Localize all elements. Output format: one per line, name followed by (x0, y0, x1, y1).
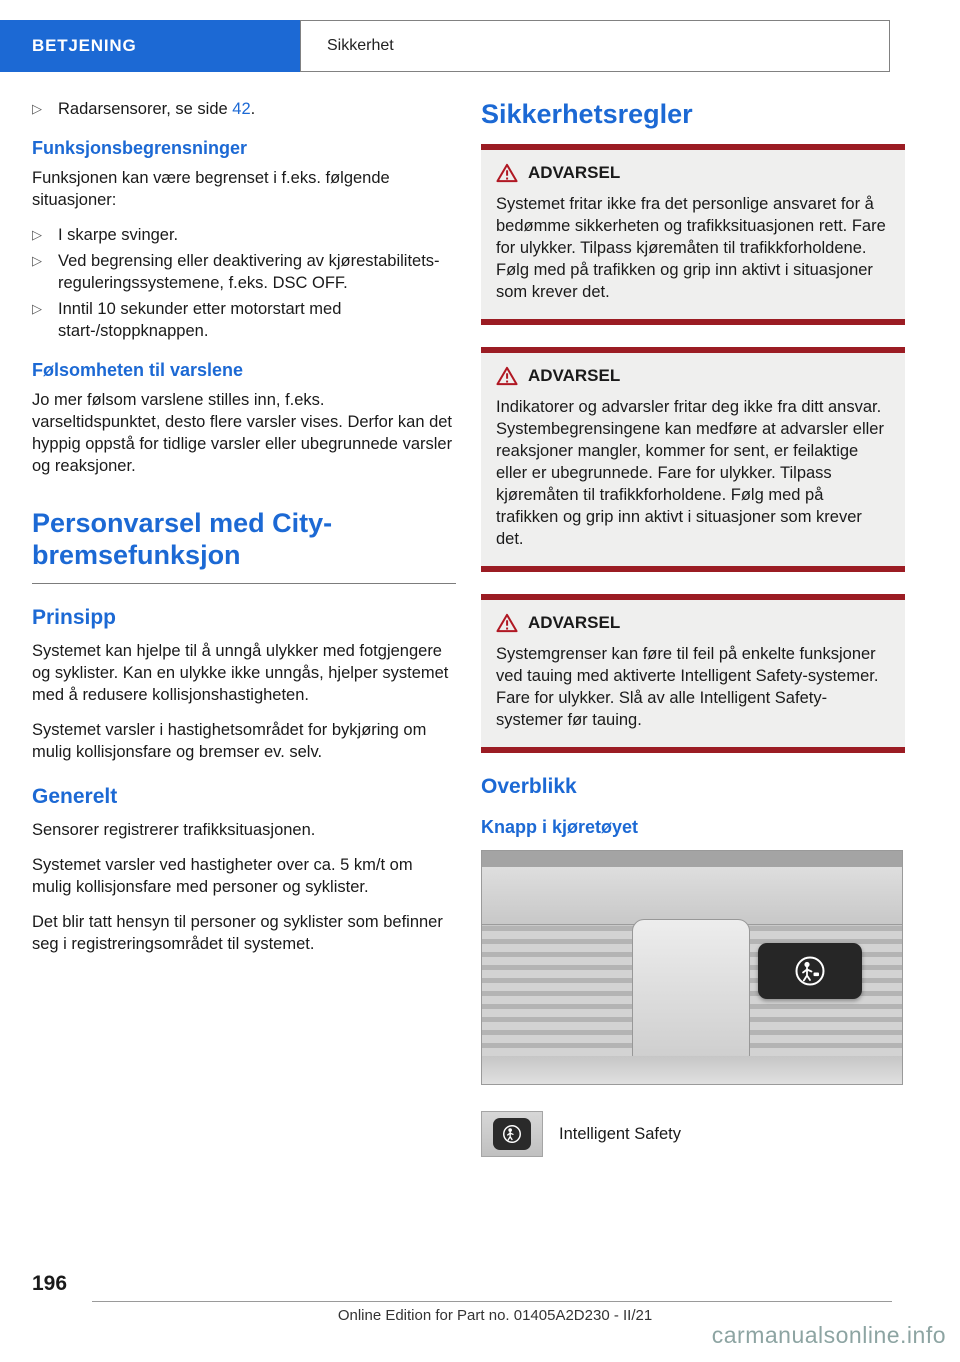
paragraph: Systemet varsler ved hastigheter over ca. 5 km/t om mulig kollisjonsfare med personer og syklister. (32, 856, 413, 896)
paragraph: Systemet varsler i hastighetsområdet for bykjøring om mulig kollisjonsfare og bremser ev. selv. (32, 721, 427, 761)
warning-box (481, 594, 905, 753)
warning-icon (496, 163, 518, 183)
content-columns (0, 72, 960, 1157)
triangle-bullet-icon: ▷ (32, 301, 42, 316)
warning-header (496, 163, 890, 183)
bullet-text: Inntil 10 sekunder etter motorstart med start-/stoppknappen. (58, 300, 342, 340)
paragraph: Funksjonen kan være begrenset i f.eks. følgende situasjoner: (32, 169, 390, 209)
list-item (32, 250, 456, 294)
left-column (32, 98, 456, 1157)
warning-title: ADVARSEL (528, 163, 621, 182)
bullet-text: Ved begrensing eller deaktivering av kjørestabilitets-reguleringssystemene, f.eks. DSC OFF. (58, 252, 440, 292)
watermark: carmanualsonline.info (711, 1322, 946, 1348)
chapter-box (300, 20, 890, 72)
list-item (32, 298, 456, 342)
warning-header (496, 366, 890, 386)
warning-text: Indikatorer og advarsler fritar deg ikke fra ditt ansvar. Systembegrensingene kan medføre at advarsler eller reaksjoner mangler, kommer for sent, er feilaktige eller er ubegrunnede. Fare for ulykker. Tilpass kjøremåten til trafikkforholdene. Følg med på trafikken og grip inn aktivt i situasjoner som krever det. (496, 398, 884, 548)
paragraph: Det blir tatt hensyn til personer og syklister som befinner seg i registreringsområdet til systemet. (32, 913, 443, 953)
warning-icon (496, 613, 518, 633)
warning-header (496, 613, 890, 633)
heading-funksjonsbegrensninger: Funksjonsbegrensninger (32, 138, 248, 158)
right-column (481, 98, 905, 1157)
pedestrian-warning-icon (792, 953, 828, 989)
heading-prinsipp: Prinsipp (32, 606, 117, 629)
photo-center-console (632, 919, 750, 1067)
warning-box (481, 347, 905, 572)
list-item (32, 98, 456, 120)
heading-personvarsel: Personvarsel med City-bremsefunksjon (32, 507, 456, 584)
photo-dash-panel (482, 867, 902, 925)
legend-row (481, 1111, 905, 1157)
paragraph: Sensorer registrerer trafikksituasjonen. (32, 821, 316, 839)
page-number: 196 (32, 1272, 68, 1295)
intelligent-safety-button-thumb (493, 1118, 531, 1150)
legend-label: Intelligent Safety (559, 1124, 681, 1143)
warning-icon (496, 366, 518, 386)
heading-folsomheten: Følsomheten til varslene (32, 360, 244, 380)
paragraph: Jo mer følsom varslene stilles inn, f.eks. varseltidspunktet, desto flere varsler vises. Derfor kan det hyppig oppstå for tidlige varsler eller ubegrunnede varsler og reaksjoner. (32, 391, 453, 475)
warning-text: Systemet fritar ikke fra det personlige ansvaret for å bedømme sikkerheten og trafikksituasjonen rett. Fare for ulykker. Tilpass kjøremåten til trafikkforholdene. Følg med på trafikken og grip inn aktivt i situasjoner som krever det. (496, 195, 886, 301)
bullet-text: I skarpe svinger. (58, 226, 179, 244)
section-tab (0, 20, 300, 72)
radar-text-post: . (250, 100, 256, 118)
radar-text-pre: Radarsensorer, se side (58, 100, 233, 118)
dashboard-photo (481, 850, 903, 1085)
heading-knapp-i-kjoretoyet: Knapp i kjøretøyet (481, 817, 639, 837)
warning-title: ADVARSEL (528, 613, 621, 632)
list-item (32, 224, 456, 246)
paragraph: Systemet kan hjelpe til å unngå ulykker med fotgjengere og syklister. Kan en ulykke ikke unngås, hjelper systemet med å redusere kollisjonshastigheten. (32, 642, 449, 704)
triangle-bullet-icon: ▷ (32, 227, 42, 242)
heading-sikkerhetsregler: Sikkerhetsregler (481, 99, 693, 129)
edition-note: Online Edition for Part no. 01405A2D230 - II/21 (337, 1307, 653, 1324)
intelligent-safety-button (758, 943, 862, 999)
warning-title: ADVARSEL (528, 366, 621, 385)
chapter-label: Sikkerhet (327, 37, 394, 54)
page-link-42[interactable]: 42 (232, 100, 251, 118)
triangle-bullet-icon: ▷ (32, 253, 42, 268)
pedestrian-warning-icon (501, 1123, 523, 1145)
bullet-text (58, 98, 456, 120)
footer-divider (92, 1301, 892, 1302)
warning-box (481, 144, 905, 325)
warning-text: Systemgrenser kan føre til feil på enkelte funksjoner ved tauing med aktiverte Intelligent Safety-systemer. Fare for ulykker. Slå av alle Intelligent Safety-systemer før tauing. (496, 645, 879, 729)
triangle-bullet-icon: ▷ (32, 101, 42, 116)
button-thumbnail (481, 1111, 543, 1157)
heading-generelt: Generelt (32, 785, 118, 808)
photo-bottom-strip (482, 1056, 902, 1084)
heading-overblikk: Overblikk (481, 775, 577, 798)
photo-top-strip (482, 851, 902, 867)
section-label: BETJENING (32, 36, 137, 55)
page-header (0, 20, 960, 72)
